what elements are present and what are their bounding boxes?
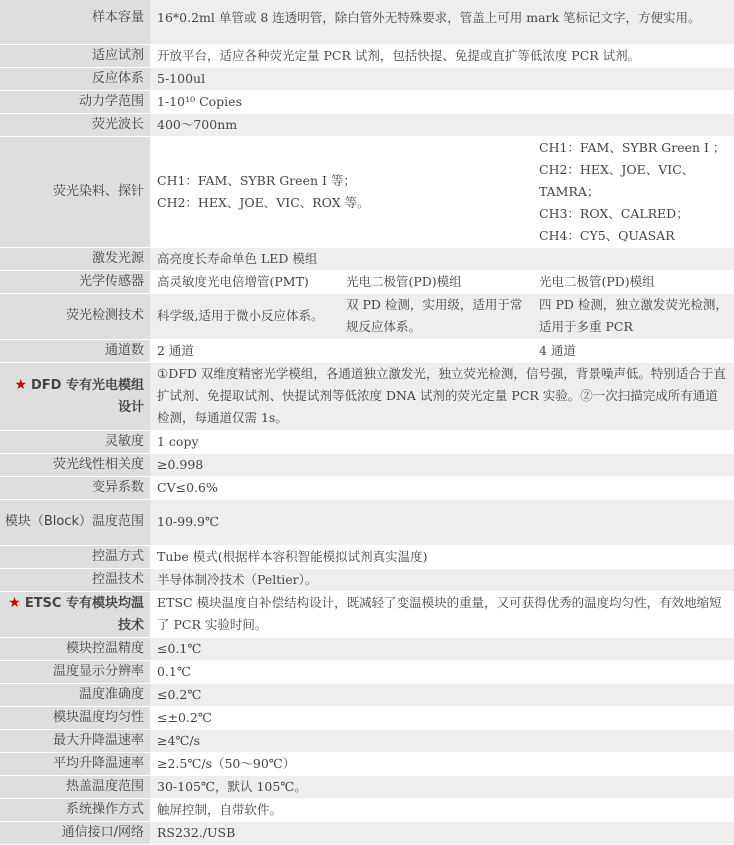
row-label: 平均升降温速率 [0,752,150,775]
table-row [0,591,734,637]
table-row [0,706,734,729]
row-value: 400～700nm [150,113,734,136]
table-row [0,798,734,821]
row-label: 反应体系 [0,67,150,90]
table-row [0,362,734,430]
row-label: 荧光检测技术 [0,293,150,339]
table-row [0,729,734,752]
table-row [0,775,734,798]
row-value-col1 [150,136,532,247]
row-value: RS232./USB [150,821,734,844]
table-row [0,453,734,476]
table-row [0,637,734,660]
row-value: 10-99.9℃ [150,499,734,545]
row-label [0,591,150,637]
dye-line: CH2：HEX、JOE、VIC、ROX 等。 [157,194,370,210]
star-icon: ★ [14,376,27,393]
table-row [0,545,734,568]
row-label: 温度准确度 [0,683,150,706]
row-label: 动力学范围 [0,90,150,113]
row-label: 光学传感器 [0,270,150,293]
dye-line: CH2：HEX、JOE、VIC、TAMRA； [539,161,695,199]
row-value: ≥2.5℃/s（50～90℃） [150,752,734,775]
row-label: 控温方式 [0,545,150,568]
table-row [0,499,734,545]
dye-line: CH1：FAM、SYBR Green Ⅰ 等； [157,172,356,188]
row-value-col2: 双 PD 检测，实用级，适用于常规反应体系。 [339,293,532,339]
row-value: ≤0.2℃ [150,683,734,706]
dye-line: CH1：FAM、SYBR Green Ⅰ ； [539,139,726,155]
row-label: 荧光波长 [0,113,150,136]
row-value: ETSC 模块温度自补偿结构设计，既减轻了变温模块的重量，又可获得优秀的温度均匀性，有效地缩短了 PCR 实验时间。 [150,591,734,637]
row-label: 样本容量 [0,0,150,44]
table-row [0,44,734,67]
table-row [0,136,734,247]
table-row [0,293,734,339]
row-value: 0.1℃ [150,660,734,683]
row-value: 半导体制冷技术（Peltier）。 [150,568,734,591]
row-label: 通道数 [0,339,150,362]
row-label: 模块温度均匀性 [0,706,150,729]
table-row [0,113,734,136]
row-label: 控温技术 [0,568,150,591]
table-row [0,90,734,113]
table-row [0,270,734,293]
table-row [0,67,734,90]
row-value: 16*0.2ml 单管或 8 连透明管，除白管外无特殊要求，管盖上可用 mark 笔标记文字，方便实用。 [150,0,734,44]
table-row [0,660,734,683]
row-value-col3: 4 通道 [532,339,734,362]
row-value-col2: 光电二极管(PD)模组 [339,270,532,293]
table-row [0,821,734,844]
row-value: ≤0.1℃ [150,637,734,660]
table-row [0,476,734,499]
row-label: 变异系数 [0,476,150,499]
table-row [0,247,734,270]
row-label: 模块（Block）温度范围 [0,499,150,545]
row-label: 模块控温精度 [0,637,150,660]
row-value: 高亮度长寿命单色 LED 模组 [150,247,734,270]
row-label-text: DFD 专有光电模组设计 [31,377,144,415]
row-value-col3: 四 PD 检测，独立激发荧光检测，适用于多重 PCR [532,293,734,339]
dye-line: CH4：CY5、QUASAR [539,227,675,243]
table-row [0,683,734,706]
row-label: 热盖温度范围 [0,775,150,798]
row-label: 灵敏度 [0,430,150,453]
row-value: 30-105℃，默认 105℃。 [150,775,734,798]
row-value: 开放平台，适应各种荧光定量 PCR 试剂，包括快提、免提或直扩等低浓度 PCR 试剂。 [150,44,734,67]
table-row [0,339,734,362]
dye-line: CH3：ROX、CALRED； [539,205,689,221]
row-label: 适应试剂 [0,44,150,67]
row-value-col1: 2 通道 [150,339,532,362]
row-value: CV≤0.6% [150,476,734,499]
row-value: 5-100ul [150,67,734,90]
row-value: ≤±0.2℃ [150,706,734,729]
row-value: Tube 模式(根据样本容积智能模拟试剂真实温度) [150,545,734,568]
row-value: 1-10¹⁰ Copies [150,90,734,113]
row-label: 荧光染料、探针 [0,136,150,247]
table-row [0,430,734,453]
row-value-col1: 科学级,适用于微小反应体系。 [150,293,339,339]
table-row [0,568,734,591]
row-value: ≥4℃/s [150,729,734,752]
row-label: 温度显示分辨率 [0,660,150,683]
row-label: 最大升降温速率 [0,729,150,752]
row-label: 荧光线性相关度 [0,453,150,476]
row-label: 通信接口/网络 [0,821,150,844]
table-row [0,0,734,44]
table-row [0,752,734,775]
row-label-text: ETSC 专有模块均温技术 [24,595,144,633]
row-label: 激发光源 [0,247,150,270]
row-value: 触屏控制，自带软件。 [150,798,734,821]
row-value: 1 copy [150,430,734,453]
row-label [0,362,150,430]
row-value: ①DFD 双维度精密光学模组，各通道独立激发光，独立荧光检测，信号强，背景噪声低。特别适合于直扩试剂、免提取试剂、快提试剂等低浓度 DNA 试剂的荧光定量 PCR 实验。②一次扫描完成所有通道检测，每通道仅需 1s。 [150,362,734,430]
row-label: 系统操作方式 [0,798,150,821]
row-value-col3 [532,136,734,247]
row-value-col1: 高灵敏度光电倍增管(PMT) [150,270,339,293]
star-icon: ★ [8,594,21,611]
row-value-col3: 光电二极管(PD)模组 [532,270,734,293]
row-value: ≥0.998 [150,453,734,476]
